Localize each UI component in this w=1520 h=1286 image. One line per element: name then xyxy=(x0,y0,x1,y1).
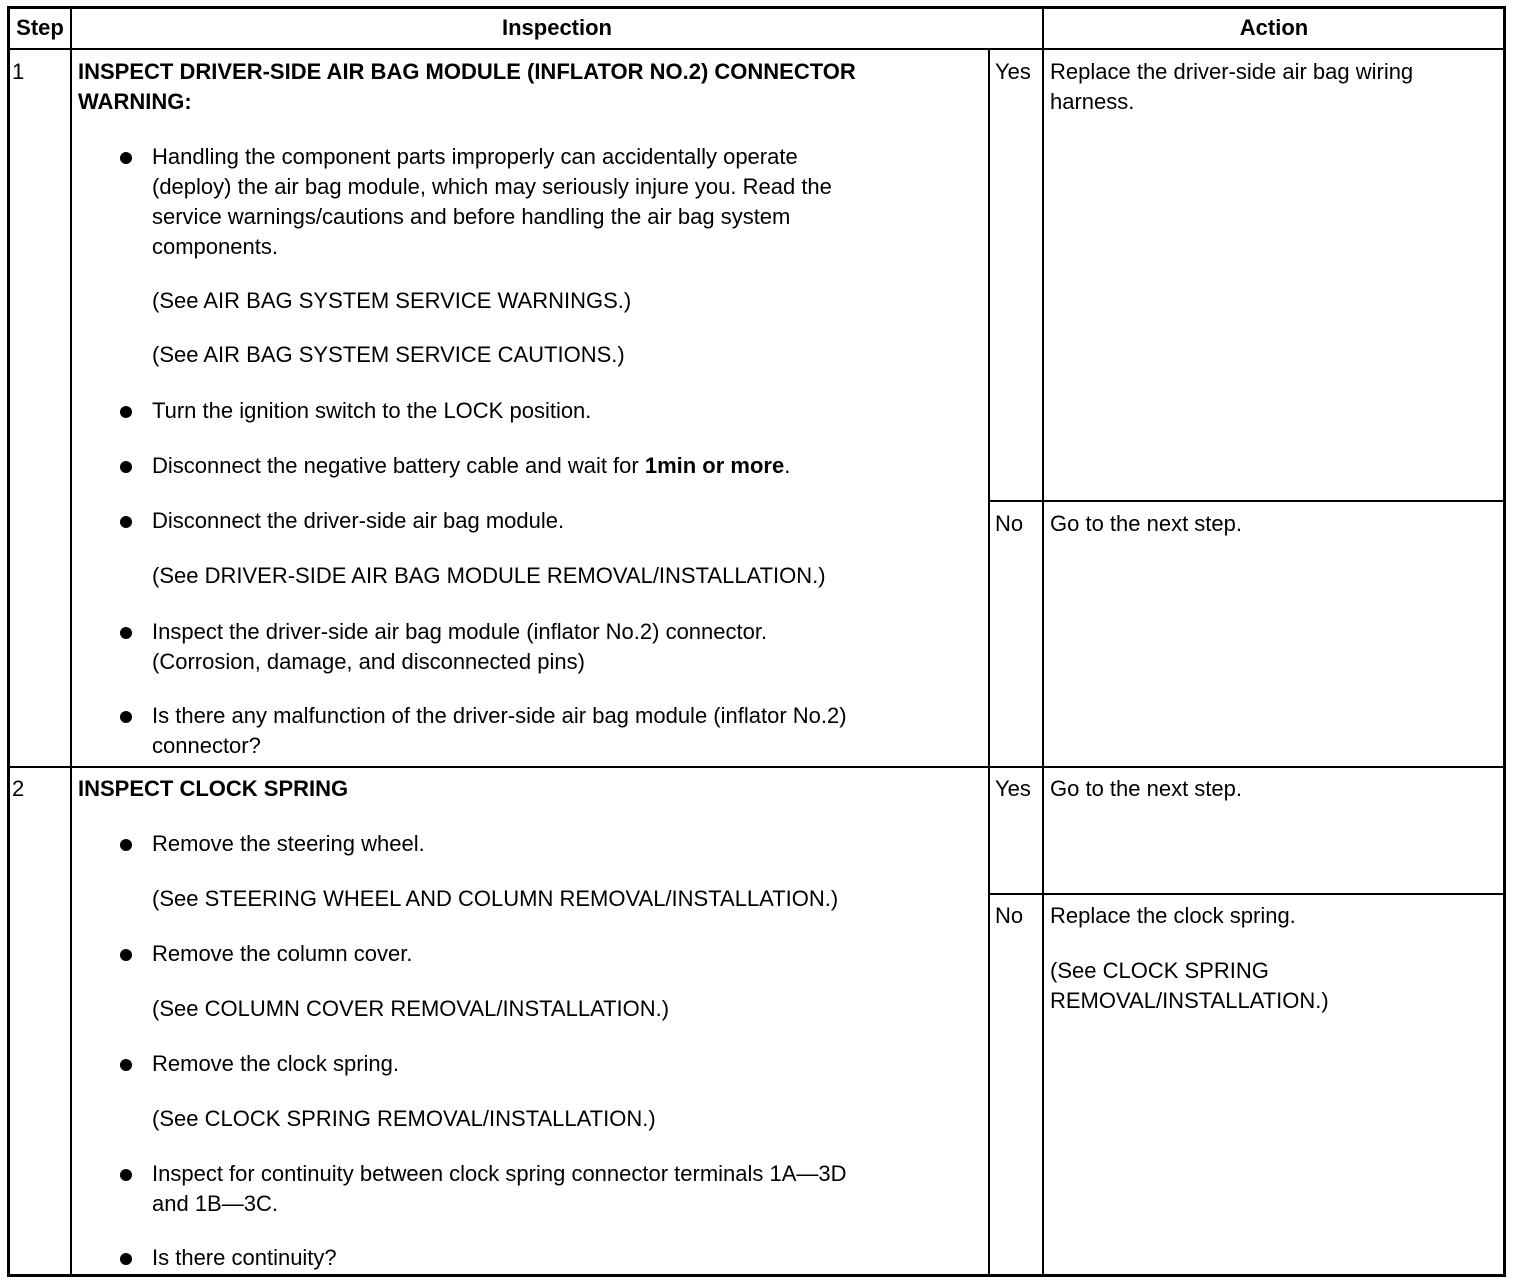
step1-bullet5-line1: Inspect the driver-side air bag module (inflator No.2) connector. xyxy=(152,619,768,644)
bullet-icon xyxy=(120,949,132,961)
step1-yes-action-line2: harness. xyxy=(1050,89,1135,114)
header-action: Action xyxy=(1239,15,1309,40)
step1-bullet4: Disconnect the driver-side air bag module. xyxy=(152,508,565,533)
step2-no-action-line3: REMOVAL/INSTALLATION.) xyxy=(1050,988,1329,1013)
step1-bullet5-line2: (Corrosion, damage, and disconnected pins) xyxy=(152,649,585,674)
step1-bullet2: Turn the ignition switch to the LOCK position. xyxy=(152,398,592,423)
header-inspection: Inspection xyxy=(501,15,612,40)
step2-yes-no-divider xyxy=(988,893,1505,895)
step2-no-label: No xyxy=(995,903,1024,928)
step2-ref-steering: (See STEERING WHEEL AND COLUMN REMOVAL/INSTALLATION.) xyxy=(152,886,839,911)
step1-title: INSPECT DRIVER-SIDE AIR BAG MODULE (INFLATOR NO.2) CONNECTOR xyxy=(78,59,856,84)
step2-bullet1: Remove the steering wheel. xyxy=(152,831,425,856)
bullet-icon xyxy=(120,461,132,473)
step2-bullet3: Remove the clock spring. xyxy=(152,1051,399,1076)
step1-ref-cautions: (See AIR BAG SYSTEM SERVICE CAUTIONS.) xyxy=(152,342,625,367)
step1-bullet6-line2: connector? xyxy=(152,733,261,758)
step2-bullet2: Remove the column cover. xyxy=(152,941,413,966)
step1-bullet3 xyxy=(152,451,790,481)
step2-no-action-line1: Replace the clock spring. xyxy=(1050,903,1296,928)
step1-ref-module: (See DRIVER-SIDE AIR BAG MODULE REMOVAL/INSTALLATION.) xyxy=(152,563,826,588)
header-step: Step xyxy=(16,15,64,40)
header-divider xyxy=(8,48,1505,50)
step2-title: INSPECT CLOCK SPRING xyxy=(78,776,349,801)
bullet-icon xyxy=(120,1059,132,1071)
step1-yes-label: Yes xyxy=(995,59,1031,84)
bullet-icon xyxy=(120,516,132,528)
step1-bullet1-line2: (deploy) the air bag module, which may seriously injure you. Read the xyxy=(152,174,832,199)
step1-number: 1 xyxy=(12,59,25,84)
step1-bullet3-time: 1min or more xyxy=(644,453,785,478)
step2-ref-clock: (See CLOCK SPRING REMOVAL/INSTALLATION.) xyxy=(152,1106,656,1131)
bullet-icon xyxy=(120,1253,132,1265)
bullet-icon xyxy=(120,839,132,851)
bullet-icon xyxy=(120,1169,132,1181)
col-divider-inspection-action xyxy=(1042,7,1044,1276)
bullet-icon xyxy=(120,711,132,723)
step2-bullet4-line1: Inspect for continuity between clock spring connector terminals 1A—3D xyxy=(152,1161,847,1186)
step1-no-action: Go to the next step. xyxy=(1050,511,1243,536)
step1-bullet3-end: . xyxy=(784,453,791,478)
step1-bullet3-text: Disconnect the negative battery cable and wait for xyxy=(152,453,645,478)
step-divider xyxy=(8,766,1505,768)
step2-number: 2 xyxy=(12,776,25,801)
step2-ref-column: (See COLUMN COVER REMOVAL/INSTALLATION.) xyxy=(152,996,670,1021)
step1-yes-action-line1: Replace the driver-side air bag wiring xyxy=(1050,59,1414,84)
bullet-icon xyxy=(120,406,132,418)
step1-bullet6-line1: Is there any malfunction of the driver-side air bag module (inflator No.2) xyxy=(152,703,847,728)
step1-warning-label: WARNING: xyxy=(78,89,192,114)
step1-yes-no-divider xyxy=(988,500,1505,502)
step1-no-label: No xyxy=(995,511,1024,536)
step1-bullet1-line4: components. xyxy=(152,234,278,259)
col-divider-yesno xyxy=(988,49,990,1276)
step1-bullet1-line3: service warnings/cautions and before handling the air bag system xyxy=(152,204,791,229)
step2-yes-action: Go to the next step. xyxy=(1050,776,1243,801)
bullet-icon xyxy=(120,152,132,164)
step2-no-action-line2: (See CLOCK SPRING xyxy=(1050,958,1269,983)
step1-bullet1-line1: Handling the component parts improperly can accidentally operate xyxy=(152,144,798,169)
step1-ref-warnings: (See AIR BAG SYSTEM SERVICE WARNINGS.) xyxy=(152,288,632,313)
step2-bullet4-line2: and 1B—3C. xyxy=(152,1191,278,1216)
step2-yes-label: Yes xyxy=(995,776,1031,801)
bullet-icon xyxy=(120,627,132,639)
step2-bullet5: Is there continuity? xyxy=(152,1245,337,1270)
col-divider-step xyxy=(70,7,72,1276)
